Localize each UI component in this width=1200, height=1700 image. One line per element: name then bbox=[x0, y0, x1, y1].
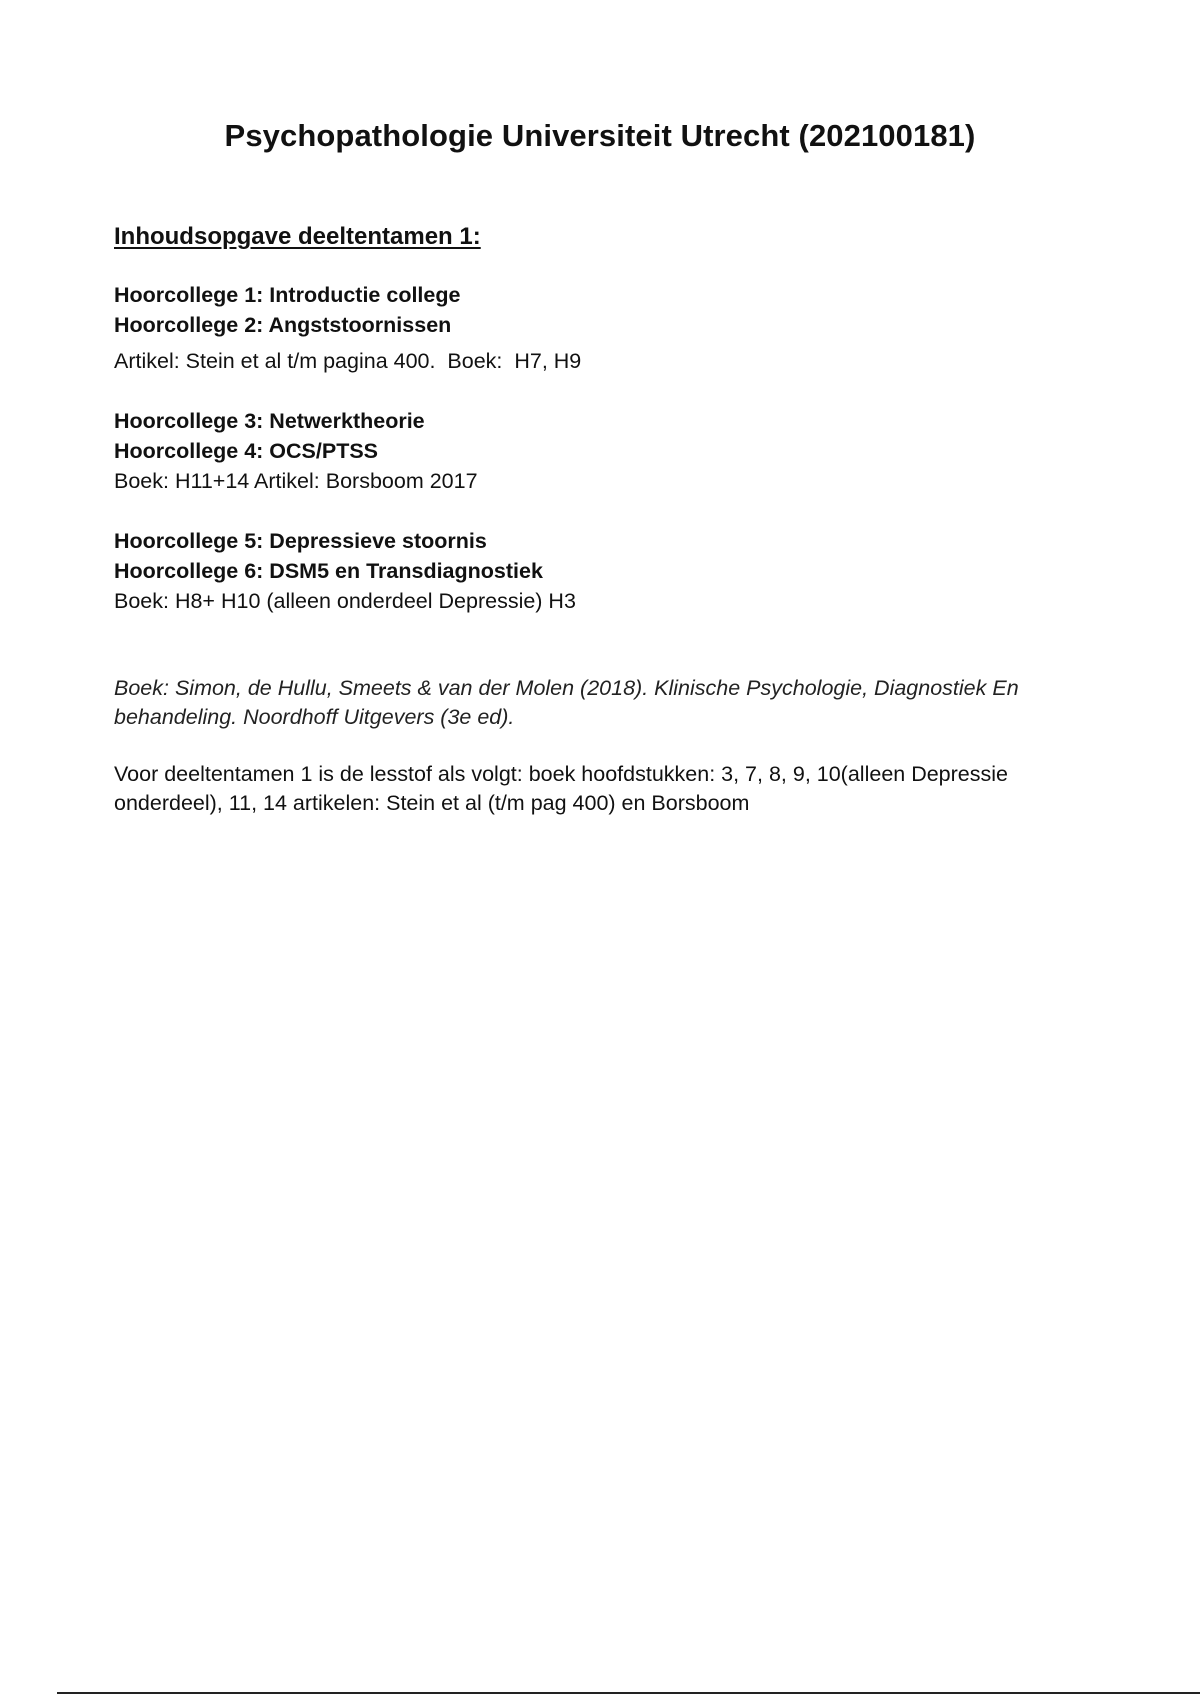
document-content bbox=[114, 222, 1074, 818]
toc-heading: Inhoudsopgave deeltentamen 1: bbox=[114, 223, 481, 250]
lecture-group-3 bbox=[114, 526, 1074, 616]
lecture-title: Hoorcollege 1: Introductie college bbox=[114, 283, 461, 307]
page-title: Psychopathologie Universiteit Utrecht (202100181) bbox=[224, 118, 976, 153]
lecture-title: Hoorcollege 5: Depressieve stoornis bbox=[114, 529, 487, 553]
lecture-reading: Artikel: Stein et al t/m pagina 400. Boek: H7, H9 bbox=[114, 349, 582, 373]
lecture-group-1 bbox=[114, 280, 1074, 376]
lecture-title: Hoorcollege 3: Netwerktheorie bbox=[114, 409, 425, 433]
footer-divider bbox=[57, 1692, 1200, 1694]
lecture-title: Hoorcollege 4: OCS/PTSS bbox=[114, 439, 379, 463]
lecture-title: Hoorcollege 2: Angststoornissen bbox=[114, 313, 452, 337]
lecture-group-2 bbox=[114, 406, 1074, 496]
study-material-summary: Voor deeltentamen 1 is de lesstof als volgt: boek hoofdstukken: 3, 7, 8, 9, 10(alleen Depressie onderdeel), 11, 14 artikelen: Stein et al (t/m pag 400) en Borsboom bbox=[114, 762, 1008, 815]
book-reference: Boek: Simon, de Hullu, Smeets & van der Molen (2018). Klinische Psychologie, Diagnostiek En behandeling. Noordhoff Uitgevers (3e ed). bbox=[114, 676, 1019, 729]
lecture-title: Hoorcollege 6: DSM5 en Transdiagnostiek bbox=[114, 559, 543, 583]
lecture-reading: Boek: H11+14 Artikel: Borsboom 2017 bbox=[114, 469, 478, 493]
lecture-reading: Boek: H8+ H10 (alleen onderdeel Depressie) H3 bbox=[114, 589, 576, 613]
